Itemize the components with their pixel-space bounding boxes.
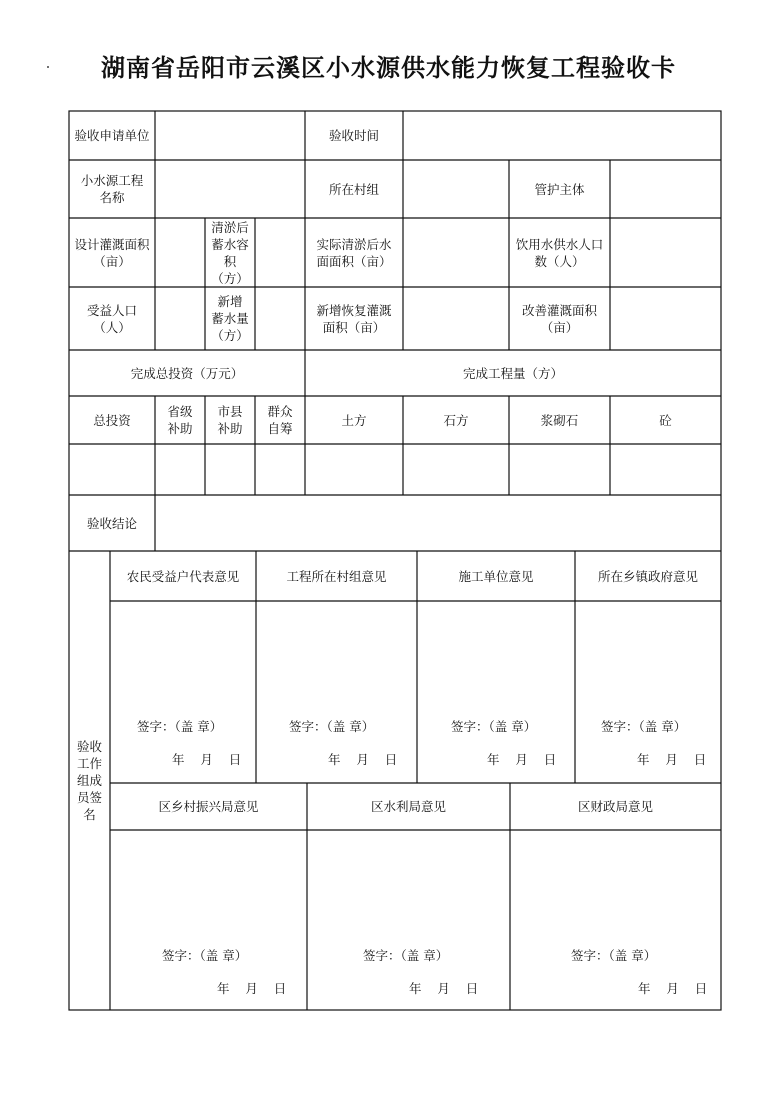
signature-line: 签字：（盖 章） bbox=[363, 948, 449, 963]
signature-line: 签字：（盖 章） bbox=[451, 719, 537, 734]
water-bureau-header: 区水利局意见 bbox=[370, 799, 446, 814]
apply-unit-label: 验收申请单位 bbox=[74, 128, 150, 143]
keeper-label: 管护主体 bbox=[534, 181, 585, 197]
design-area-label: 设计灌溉面积 （亩） bbox=[74, 236, 150, 269]
prov-subsidy-label: 省级 补助 bbox=[167, 404, 193, 436]
total-work-label: 完成工程量（方） bbox=[462, 365, 563, 381]
benefit-pop-label: 受益人口 （人） bbox=[86, 302, 137, 335]
project-name-label: 小水源工程 名称 bbox=[80, 173, 144, 205]
date-line: 年 月 日 bbox=[487, 752, 557, 767]
masonry-label: 浆砌石 bbox=[540, 412, 579, 428]
date-line: 年 月 日 bbox=[638, 981, 708, 996]
stone-label: 石方 bbox=[443, 412, 469, 428]
form-title: 湖南省岳阳市云溪区小水源供水能力恢复工程验收卡 bbox=[101, 53, 676, 82]
new-irrigation-label: 新增恢复灌溉 面积（亩） bbox=[316, 302, 392, 335]
actual-area-label: 实际清淤后水 面面积（亩） bbox=[316, 236, 392, 269]
town-opinion-header: 所在乡镇政府意见 bbox=[597, 568, 698, 584]
village-opinion-header: 工程所在村组意见 bbox=[286, 568, 387, 584]
county-subsidy-label: 市县 补助 bbox=[217, 404, 243, 436]
storage-after-label: 清淤后 蓄水容 积 （方） bbox=[211, 219, 249, 286]
earth-label: 土方 bbox=[341, 412, 367, 428]
signature-line: 签字：（盖 章） bbox=[137, 719, 223, 734]
invest-label: 总投资 bbox=[93, 412, 131, 428]
accept-time-label: 验收时间 bbox=[328, 128, 379, 143]
signature-line: 签字：（盖 章） bbox=[601, 719, 687, 734]
finance-bureau-header: 区财政局意见 bbox=[577, 799, 653, 814]
supply-pop-label: 饮用水供水人口 数（人） bbox=[515, 236, 604, 269]
signature-line: 签字：（盖 章） bbox=[162, 948, 248, 963]
revival-bureau-header: 区乡村振兴局意见 bbox=[158, 799, 259, 814]
date-line: 年 月 日 bbox=[409, 981, 479, 996]
signature-line: 签字：（盖 章） bbox=[571, 948, 657, 963]
farmer-opinion-header: 农民受益户代表意见 bbox=[126, 568, 240, 584]
village-label: 所在村组 bbox=[328, 181, 379, 197]
date-line: 年 月 日 bbox=[217, 981, 287, 996]
improved-irrigation-label: 改善灌溉面积 （亩） bbox=[521, 302, 597, 335]
signature-line: 签字：（盖 章） bbox=[289, 719, 375, 734]
members-label: 验收 工作 组成 员签 名 bbox=[76, 739, 102, 822]
date-line: 年 月 日 bbox=[172, 752, 242, 767]
concrete-label: 砼 bbox=[659, 412, 672, 428]
new-storage-label: 新增 蓄水量 （方） bbox=[211, 294, 249, 343]
date-line: 年 月 日 bbox=[328, 752, 398, 767]
conclusion-label: 验收结论 bbox=[86, 515, 137, 531]
total-invest-label: 完成总投资（万元） bbox=[130, 365, 244, 381]
builder-opinion-header: 施工单位意见 bbox=[458, 568, 534, 584]
mass-fund-label: 群众 自筹 bbox=[267, 404, 293, 436]
date-line: 年 月 日 bbox=[637, 752, 707, 767]
